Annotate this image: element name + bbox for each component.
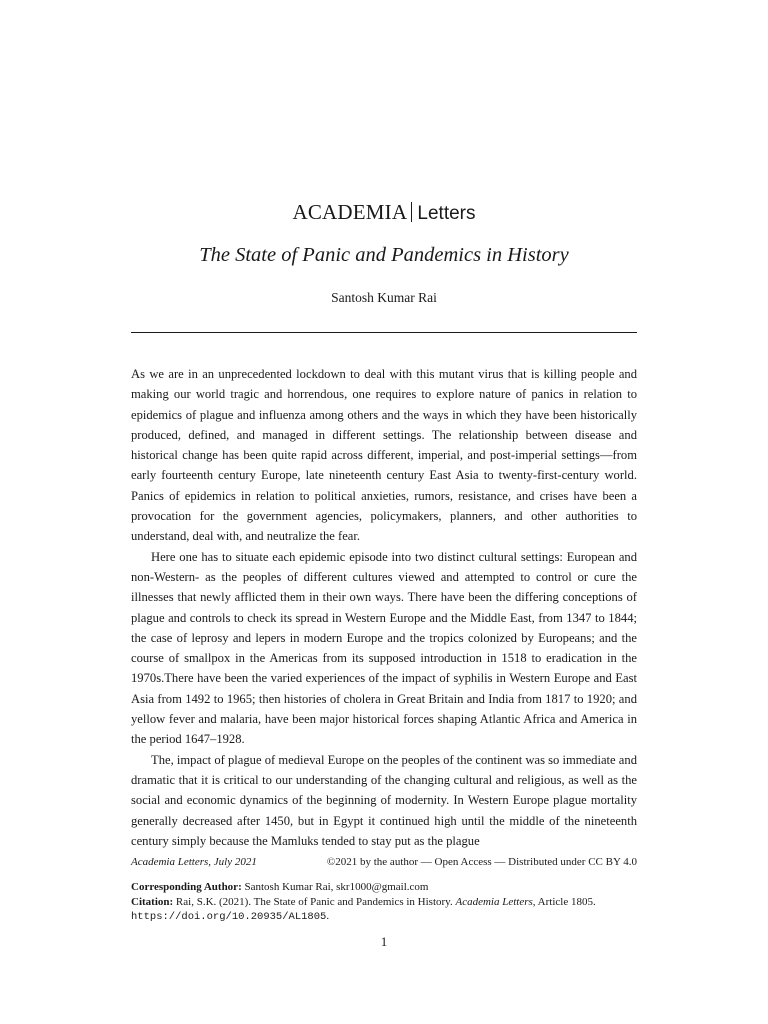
doi-link[interactable]: https://doi.org/10.20935/AL1805 [131, 911, 327, 923]
footer-license: ©2021 by the author — Open Access — Distributed under CC BY 4.0 [326, 856, 637, 868]
article-body [131, 364, 637, 851]
body-paragraph: As we are in an unprecedented lockdown to deal with this mutant virus that is killing people and making our world tragic and horrendous, one requires to explore nature of panics in relation to epidemics of plague and influenza among others and the ways in which they have been historically produced, defined, and managed in different settings. The relationship between disease and historical change has been quite rapid across different, imperial, and post-imperial settings—from early fourteenth century Europe, late nineteenth century East Asia to twenty-first-century world. Panics of epidemics in relation to political anxieties, rumors, resistance, and crises have been a provocation for the government agencies, policymakers, planners, and other authorities to understand, deal with, and neutralize the fear. [131, 367, 637, 544]
journal-masthead [0, 198, 768, 228]
footer-journal: Academia Letters, July 2021 [131, 856, 257, 868]
citation-journal: Academia Letters [455, 895, 533, 908]
citation-label: Citation: [131, 895, 174, 908]
corresponding-author [131, 880, 651, 895]
masthead-divider [411, 202, 412, 222]
article-author: Santosh Kumar Rai [331, 290, 437, 305]
corresponding-label: Corresponding Author: [131, 881, 242, 893]
doi-suffix: . [326, 910, 330, 922]
article-meta [131, 880, 651, 925]
journal-brand: ACADEMIA [292, 200, 408, 224]
corresponding-value: Santosh Kumar Rai, skr1000@gmail.com [244, 881, 429, 893]
journal-section: Letters [417, 203, 476, 224]
citation [131, 895, 651, 910]
citation-text: Rai, S.K. (2021). The State of Panic and Pandemics in History. [175, 895, 453, 908]
article-title: The State of Panic and Pandemics in History [199, 244, 569, 266]
body-paragraph: The, impact of plague of medieval Europe on the peoples of the continent was so immediate and dramatic that it is critical to our understanding of the changing cultural and religious, as well as the social and economic dynamics of the beginning of modernity. In Western Europe plague mortality generally decreased after 1450, but in Egypt it continued high until the middle of the nineteenth century simply because the Mamluks tended to stay put as the plague [131, 752, 637, 848]
doi-line [131, 909, 651, 925]
citation-article: , Article 1805. [532, 895, 596, 908]
title-rule [131, 332, 637, 333]
body-paragraph: Here one has to situate each epidemic episode into two distinct cultural settings: European and non-Western- as the peoples of different cultures viewed and attempted to control or cure the illnesses that newly afflicted them in their own ways. There have been the differing conceptions of plague and controls to check its spread in Western Europe and the Middle East, from 1347 to 1844; the case of leprosy and lepers in modern Europe and the tropics colonized by Europeans; and the course of smallpox in the Americas from its supposed introduction in 1518 to eradication in the 1970s.There have been the varied experiences of the impact of syphilis in Western Europe and East Asia from 1492 to 1965; then histories of cholera in Great Britain and India from 1817 to 1920; and yellow fever and malaria, have been major historical forces shaping Atlantic Africa and America in the period 1647–1928. [131, 549, 637, 747]
page-number: 1 [380, 934, 388, 949]
